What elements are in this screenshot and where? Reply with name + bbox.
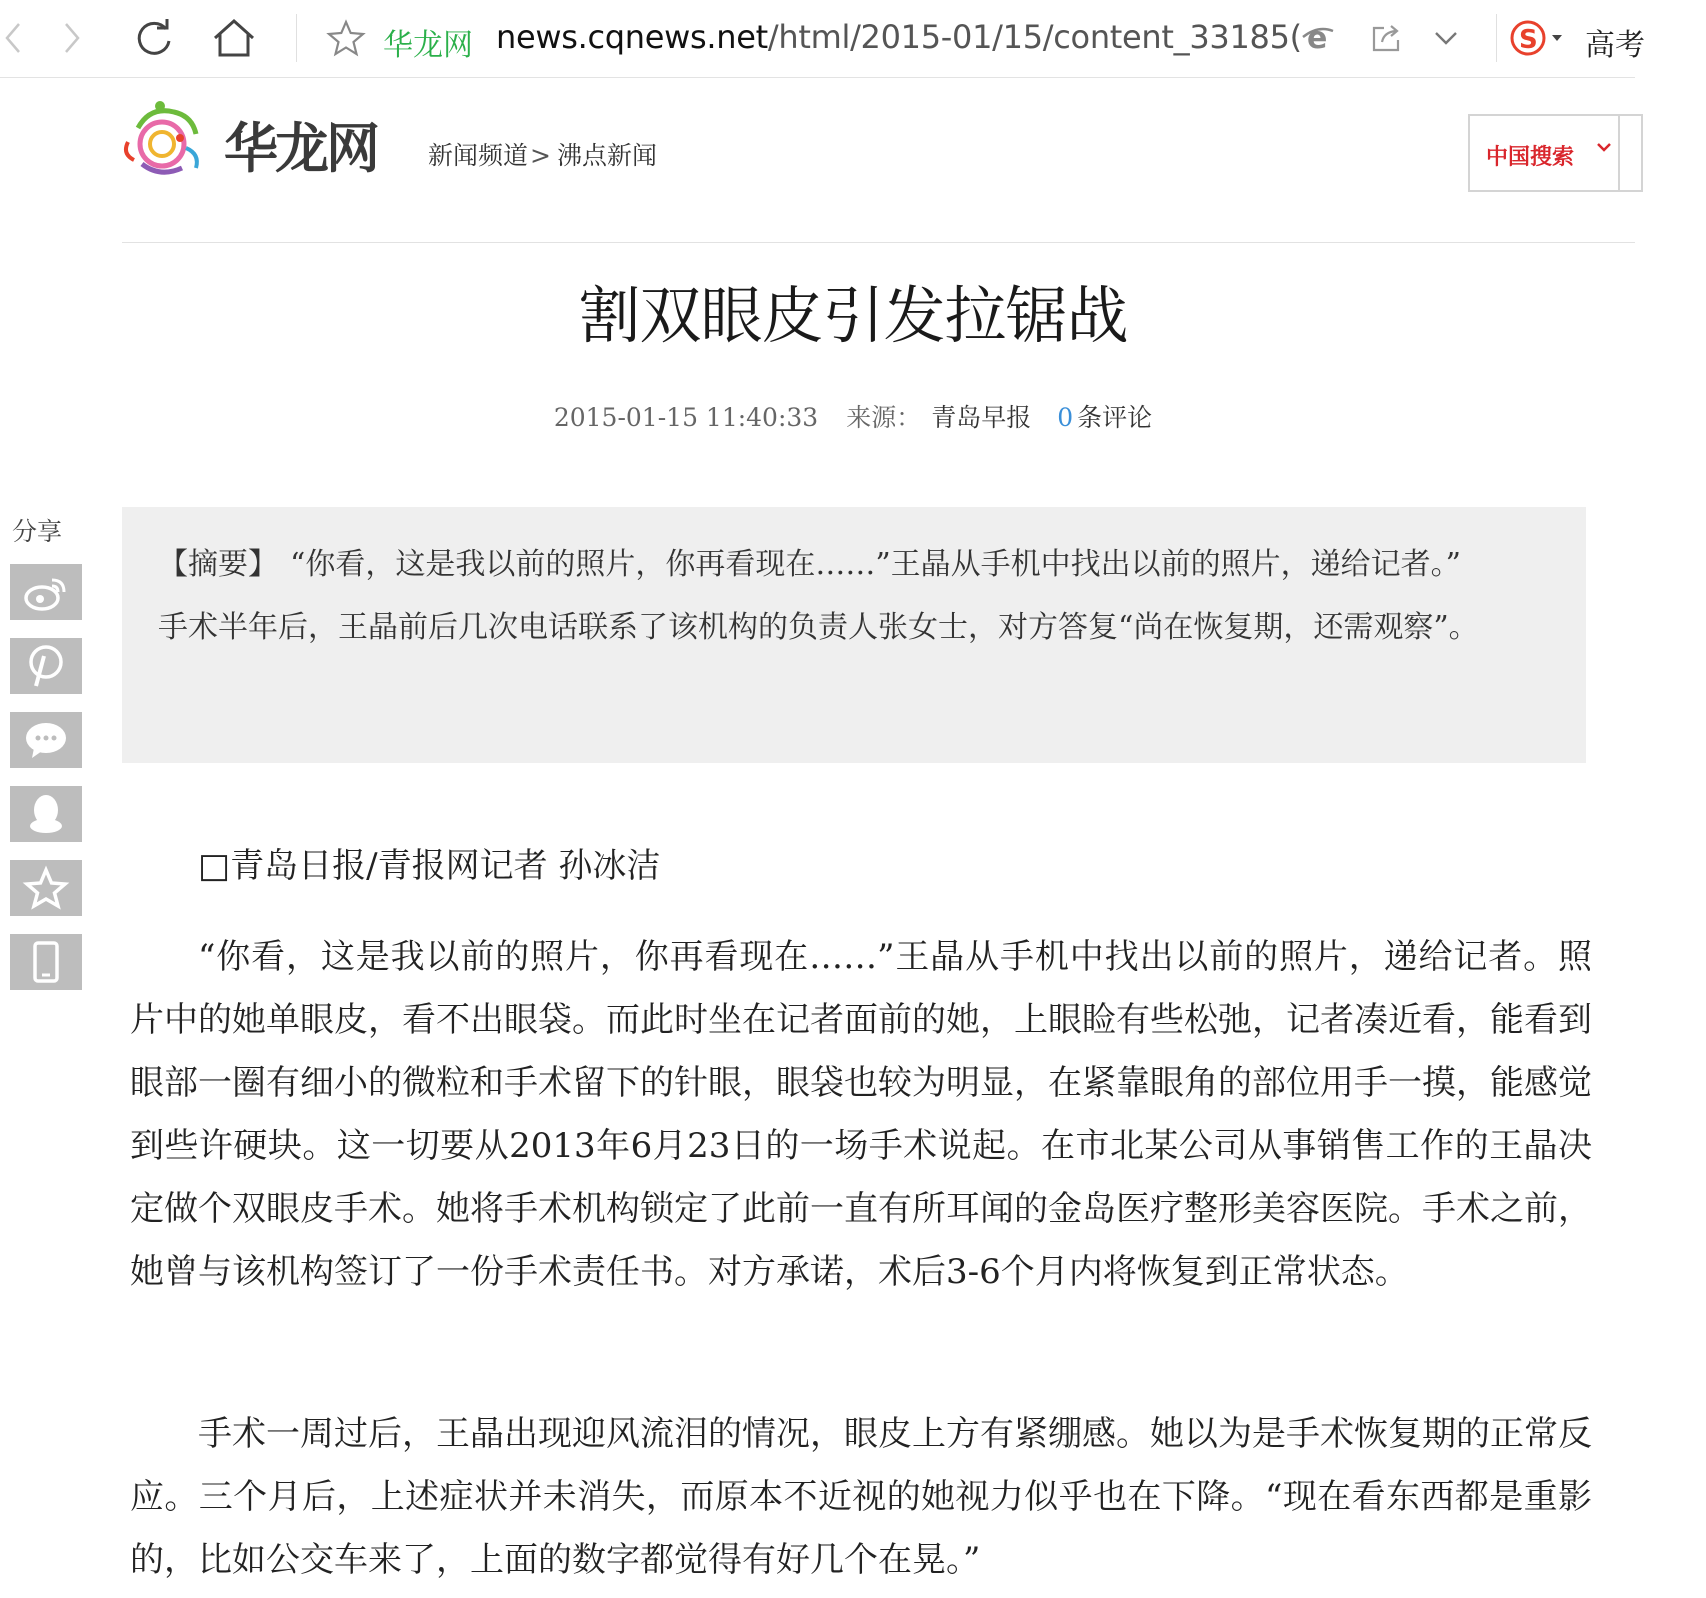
article-paragraph: 手术一周过后，王晶出现迎风流泪的情况，眼皮上方有紧绷感。她以为是手术恢复期的正常反应。三个月后，上述症状并未消失，而原本不近视的她视力似乎也在下降。“现在看东西都是重影的，比如公交车来了，上面的数字都觉得有好几个在晃。” xyxy=(130,1414,1592,1580)
breadcrumb-item-news-channel[interactable]: 新闻频道 xyxy=(428,141,529,170)
breadcrumb-separator: > xyxy=(530,141,551,170)
chevron-down-icon xyxy=(1596,142,1612,154)
forward-button[interactable] xyxy=(46,12,98,64)
breadcrumb xyxy=(428,136,657,172)
svg-text:S: S xyxy=(1519,25,1538,55)
article-paragraph: “你看，这是我以前的照片，你再看现在……”王晶从手机中找出以前的照片，递给记者。照片中的她单眼皮，看不出眼袋。而此时坐在记者面前的她，上眼睑有些松弛，记者凑近看，能看到眼部一圈有细小的微粒和手术留下的针眼，眼袋也较为明显，在紧靠眼角的部位用手一摸，能感觉到些许硬块。这一切要从2013年6月23日的一场手术说起。在市北某公司从事销售工作的王晶决定做个双眼皮手术。她将手术机构锁定了此前一直有所耳闻的金岛医疗整形美容医院。手术之前，她曾与该机构签订了一份手术责任书。对方承诺，术后3-6个月内将恢复到正常状态。 xyxy=(130,937,1592,1292)
address-bar[interactable] xyxy=(496,18,1302,56)
arrow-left-icon xyxy=(5,18,25,58)
share-favorite-button[interactable] xyxy=(10,860,82,916)
article-summary xyxy=(122,507,1586,763)
share-label: 分享 xyxy=(12,517,63,546)
comment-count[interactable]: 0 xyxy=(1057,403,1074,432)
source-label: 来源： xyxy=(846,403,922,432)
home-icon xyxy=(212,17,256,59)
search-engine-selector[interactable]: 中国搜索 xyxy=(1486,145,1575,170)
summary-text-block xyxy=(158,533,1522,659)
search-engine-button[interactable] xyxy=(1506,12,1570,64)
search-hint-text[interactable]: 高考 xyxy=(1585,28,1645,63)
toolbar-divider xyxy=(296,14,297,62)
share-weibo-button[interactable] xyxy=(10,564,82,620)
toolbar-divider xyxy=(1496,14,1497,62)
home-button[interactable] xyxy=(208,12,260,64)
dragon-logo-icon xyxy=(120,98,220,180)
url-path: /html/2015-01/15/content_33185( xyxy=(767,18,1302,56)
site-name-label: 华龙网 xyxy=(383,28,473,63)
summary-text: “你看，这是我以前的照片，你再看现在……”王晶从手机中找出以前的照片，递给记者。” 手术半年后，王晶前后几次电话联系了该机构的负责人张女士，对方答复“尚在恢复期，还需观察”。 xyxy=(158,547,1522,645)
qq-penguin-icon xyxy=(26,792,66,836)
star-icon xyxy=(327,19,365,57)
logo-text: 华龙网 xyxy=(224,117,377,180)
share-qq-button[interactable] xyxy=(10,786,82,842)
browser-toolbar xyxy=(0,0,1645,78)
summary-label: 【摘要】 xyxy=(158,547,278,582)
share-pinterest-button[interactable] xyxy=(10,638,82,694)
weibo-icon xyxy=(22,572,70,612)
url-host: news.cqnews.net xyxy=(496,18,768,56)
bookmark-button[interactable] xyxy=(320,12,372,64)
pinterest-icon xyxy=(26,644,66,688)
article-byline: □青岛日报/青报网记者 孙冰洁 xyxy=(198,846,661,886)
article-datetime: 2015-01-15 11:40:33 xyxy=(553,403,819,432)
site-logo[interactable] xyxy=(120,98,390,180)
share-mobile-button[interactable] xyxy=(10,934,82,990)
article-meta xyxy=(0,398,1706,434)
ie-icon xyxy=(1301,21,1335,55)
svg-text:e: e xyxy=(1307,21,1328,56)
back-button[interactable] xyxy=(0,12,30,64)
arrow-right-icon xyxy=(60,18,84,58)
article-source: 青岛早报 xyxy=(931,403,1032,432)
mobile-phone-icon xyxy=(31,940,61,984)
comment-link[interactable]: 条评论 xyxy=(1077,403,1153,432)
wechat-icon xyxy=(22,720,70,760)
site-search-box[interactable] xyxy=(1468,114,1643,192)
header-divider xyxy=(122,242,1635,243)
share-icon xyxy=(1370,22,1402,54)
sogou-icon xyxy=(1508,18,1568,58)
search-divider xyxy=(1618,116,1620,190)
star-icon xyxy=(24,867,68,909)
share-page-button[interactable] xyxy=(1360,12,1412,64)
reload-button[interactable] xyxy=(128,12,180,64)
share-wechat-button[interactable] xyxy=(10,712,82,768)
address-dropdown-button[interactable] xyxy=(1420,12,1472,64)
article-title: 割双眼皮引发拉锯战 xyxy=(578,279,1128,352)
reload-icon xyxy=(133,17,175,59)
ie-mode-button[interactable] xyxy=(1292,12,1344,64)
chevron-down-icon xyxy=(1433,30,1459,46)
breadcrumb-item-hot-news[interactable]: 沸点新闻 xyxy=(556,141,657,170)
